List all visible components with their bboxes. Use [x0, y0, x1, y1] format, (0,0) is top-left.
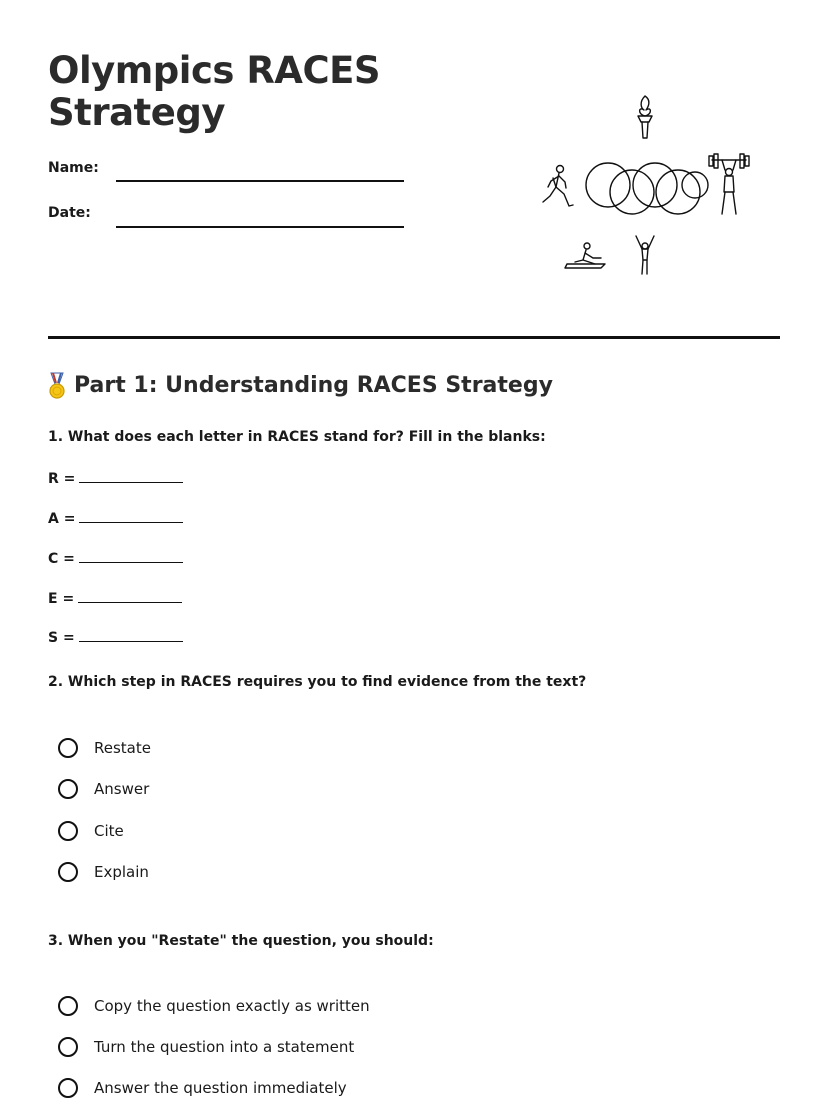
- olympics-illustration: [535, 88, 755, 284]
- blank-row-c: [48, 550, 183, 567]
- name-label: Name:: [48, 160, 99, 176]
- radio-button[interactable]: [58, 1037, 78, 1057]
- radio-button[interactable]: [58, 1078, 78, 1098]
- q3-option-statement[interactable]: [58, 1035, 354, 1059]
- question-1: 1. What does each letter in RACES stand for? Fill in the blanks:: [48, 429, 546, 445]
- question-3: 3. When you "Restate" the question, you should:: [48, 933, 434, 949]
- q2-option-answer[interactable]: [58, 777, 149, 801]
- title-line-1: Olympics RACES: [48, 49, 381, 92]
- radio-button[interactable]: [58, 738, 78, 758]
- blank-label-r: R =: [48, 471, 76, 487]
- option-label: Copy the question exactly as written: [94, 997, 370, 1015]
- blank-row-r: [48, 470, 183, 487]
- radio-button[interactable]: [58, 862, 78, 882]
- olympic-rings-icon: [586, 163, 708, 214]
- radio-button[interactable]: [58, 779, 78, 799]
- worksheet-title: [48, 50, 380, 134]
- blank-label-s: S =: [48, 630, 75, 646]
- q3-option-answer[interactable]: [58, 1076, 347, 1100]
- q2-option-restate[interactable]: [58, 736, 151, 760]
- option-label: Cite: [94, 822, 124, 840]
- part-1-heading-text: Part 1: Understanding RACES Strategy: [74, 373, 553, 398]
- blank-row-e: [48, 590, 182, 607]
- gymnast-icon: [636, 236, 654, 274]
- blank-label-c: C =: [48, 551, 75, 567]
- date-field-line[interactable]: [116, 226, 404, 228]
- title-line-2: Strategy: [48, 91, 225, 134]
- option-label: Answer: [94, 780, 150, 798]
- name-field-line[interactable]: [116, 180, 404, 182]
- blank-field-s[interactable]: [79, 629, 183, 642]
- q3-option-copy[interactable]: [58, 994, 370, 1018]
- torch-icon: [638, 96, 652, 138]
- blank-label-a: A =: [48, 511, 76, 527]
- radio-button[interactable]: [58, 821, 78, 841]
- blank-field-r[interactable]: [79, 470, 183, 483]
- blank-row-s: [48, 629, 183, 646]
- weightlifter-icon: [709, 154, 749, 214]
- rower-icon: [565, 243, 605, 268]
- medal-icon: [48, 372, 66, 400]
- blank-label-e: E =: [48, 591, 75, 607]
- question-2: 2. Which step in RACES requires you to find evidence from the text?: [48, 674, 587, 690]
- option-label: Answer the question immediately: [94, 1079, 347, 1097]
- q2-option-cite[interactable]: [58, 819, 124, 843]
- date-label: Date:: [48, 205, 91, 221]
- runner-icon: [543, 166, 573, 207]
- blank-field-c[interactable]: [79, 550, 183, 563]
- section-divider: [48, 336, 780, 339]
- option-label: Explain: [94, 863, 149, 881]
- part-1-heading: [48, 372, 553, 400]
- radio-button[interactable]: [58, 996, 78, 1016]
- blank-field-e[interactable]: [78, 590, 182, 603]
- option-label: Turn the question into a statement: [94, 1038, 355, 1056]
- blank-field-a[interactable]: [79, 510, 183, 523]
- blank-row-a: [48, 510, 183, 527]
- q2-option-explain[interactable]: [58, 860, 149, 884]
- option-label: Restate: [94, 739, 151, 757]
